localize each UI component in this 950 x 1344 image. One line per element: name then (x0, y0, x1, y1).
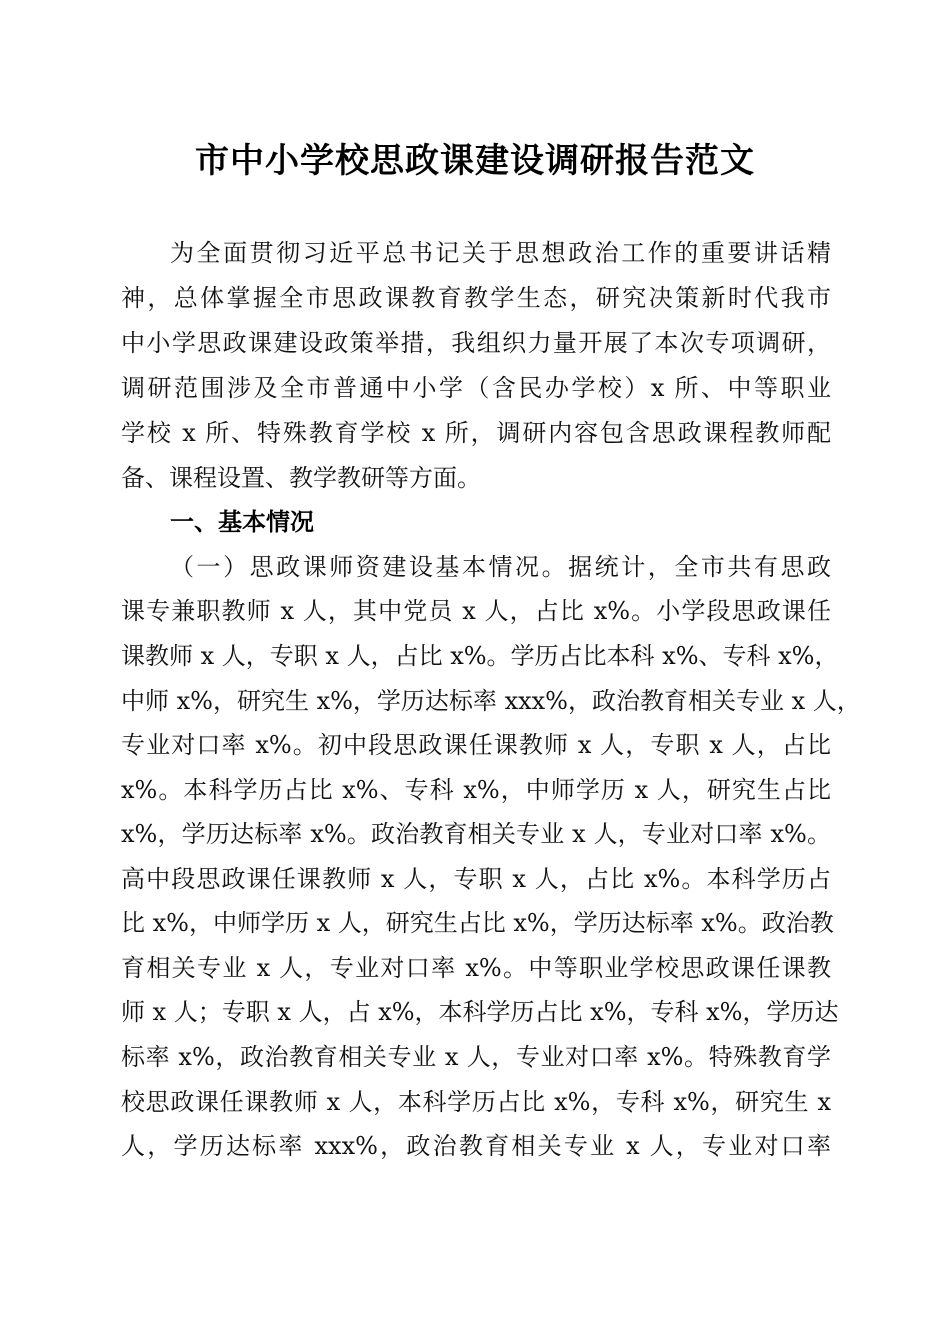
body-line: 课专兼职教师 x 人，其中党员 x 人，占比 x%。小学段思政课任 (121, 597, 831, 625)
body-line: 比 x%，中师学历 x 人，研究生占比 x%，学历达标率 x%。政治教 (121, 909, 834, 937)
body-line: 校思政课任课教师 x 人，本科学历占比 x%，专科 x%，研究生 x (121, 1088, 831, 1116)
intro-line: 中小学思政课建设政策举措，我组织力量开展了本次专项调研， (121, 329, 831, 357)
intro-line: 调研范围涉及全市普通中小学（含民办学校）x 所、中等职业 (121, 374, 831, 402)
body-line: 中师 x%，研究生 x%，学历达标率 xxx%，政治教育相关专业 x 人， (121, 687, 861, 715)
body-line: 师 x 人；专职 x 人，占 x%，本科学历占比 x%，专科 x%，学历达 (121, 998, 839, 1026)
body-line: 课教师 x 人，专职 x 人，占比 x%。学历占比本科 x%、专科 x%， (121, 642, 839, 670)
body-line: 专业对口率 x%。初中段思政课任课教师 x 人，专职 x 人，占比 (121, 731, 831, 759)
body-line: 高中段思政课任课教师 x 人，专职 x 人，占比 x%。本科学历占 (121, 865, 831, 893)
body-line: 育相关专业 x 人，专业对口率 x%。中等职业学校思政课任课教 (121, 954, 831, 982)
intro-line: 神，总体掌握全市思政课教育教学生态，研究决策新时代我市 (121, 284, 831, 312)
body-line: 标率 x%，政治教育相关专业 x 人，专业对口率 x%。特殊教育学 (121, 1043, 831, 1071)
body-line: x%，学历达标率 x%。政治教育相关专业 x 人，专业对口率 x%。 (121, 820, 831, 848)
intro-line: 备、课程设置、教学教研等方面。 (121, 464, 481, 492)
body-line: （一）思政课师资建设基本情况。据统计，全市共有思政 (170, 553, 831, 581)
document-title: 市中小学校思政课建设调研报告范文 (195, 141, 755, 181)
intro-line: 为全面贯彻习近平总书记关于思想政治工作的重要讲话精 (170, 239, 831, 267)
body-line: x%。本科学历占比 x%、专科 x%，中师学历 x 人，研究生占比 (121, 776, 831, 804)
body-line: 人，学历达标率 xxx%，政治教育相关专业 x 人，专业对口率 (121, 1132, 831, 1160)
section-heading: 一、基本情况 (170, 508, 314, 536)
intro-line: 学校 x 所、特殊教育学校 x 所，调研内容包含思政课程教师配 (121, 419, 831, 447)
